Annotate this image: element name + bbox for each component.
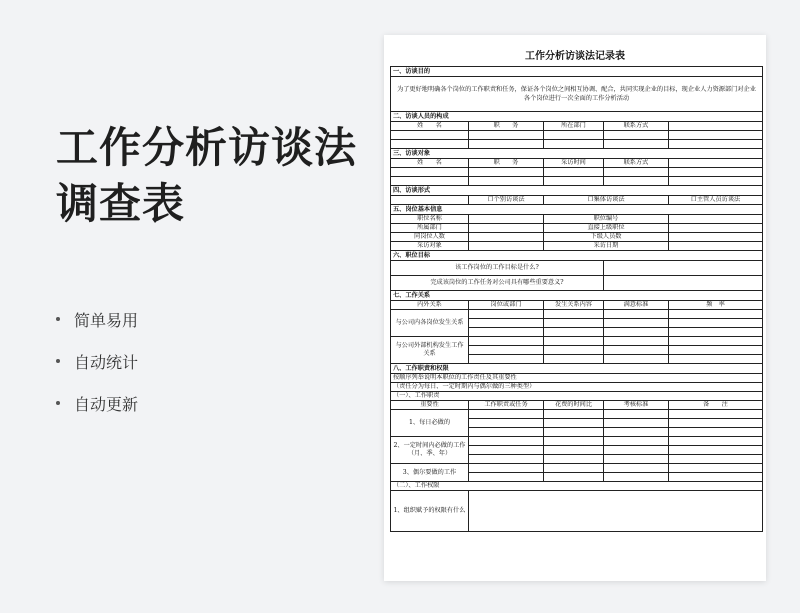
blank-cell[interactable]	[669, 446, 763, 455]
column-header: 采访时间	[544, 159, 604, 168]
bullet-icon	[56, 359, 60, 363]
blank-cell[interactable]	[604, 437, 669, 446]
blank-cell[interactable]	[669, 464, 763, 473]
feature-item	[56, 308, 138, 330]
blank-cell[interactable]	[469, 319, 544, 328]
record-form	[390, 66, 763, 532]
blank-cell[interactable]	[604, 337, 669, 346]
blank-cell[interactable]	[391, 140, 469, 149]
relation-external: 与公司外部机构发生工作关系	[391, 337, 469, 364]
feature-label: 简单易用	[74, 310, 139, 330]
blank-cell[interactable]	[669, 168, 763, 177]
column-header: 备 注	[669, 401, 763, 410]
field-value[interactable]	[469, 224, 544, 233]
section-heading: 一、访谈目的	[391, 67, 763, 77]
bullet-icon	[56, 317, 60, 321]
field-label: 直接上级职位	[544, 224, 669, 233]
option-individual[interactable]: 口个别访谈法	[469, 196, 544, 205]
blank-cell[interactable]	[469, 346, 544, 355]
blank-cell[interactable]	[669, 346, 763, 355]
column-header: 姓 名	[391, 122, 469, 131]
blank-cell[interactable]	[544, 177, 604, 186]
blank-cell[interactable]	[469, 168, 544, 177]
blank-cell[interactable]	[544, 473, 604, 482]
section-heading: 七、工作关系	[391, 291, 763, 301]
blank-cell[interactable]	[669, 310, 763, 319]
column-header: 姓 名	[391, 159, 469, 168]
section-heading: 六、职位目标	[391, 251, 763, 261]
column-header: 工作职责或任务	[469, 401, 544, 410]
answer-cell[interactable]	[604, 276, 763, 291]
column-header: 所在部门	[544, 122, 604, 131]
blank-cell[interactable]	[544, 328, 604, 337]
blank-cell[interactable]	[669, 473, 763, 482]
field-label: 下级人员数	[544, 233, 669, 242]
blank-cell[interactable]	[604, 410, 669, 419]
blank-cell[interactable]	[469, 410, 544, 419]
instruction-note: 按顺序列举说明本职位的工作责任及其重要性	[391, 374, 763, 383]
blank-cell[interactable]	[544, 346, 604, 355]
blank-cell[interactable]	[469, 428, 544, 437]
blank-cell[interactable]	[544, 319, 604, 328]
field-value[interactable]	[669, 224, 763, 233]
blank-cell[interactable]	[604, 177, 669, 186]
blank-cell[interactable]	[604, 455, 669, 464]
blank-cell[interactable]	[669, 428, 763, 437]
blank-cell[interactable]	[604, 319, 669, 328]
column-header: 重要性	[391, 401, 469, 410]
blank-cell[interactable]	[469, 464, 544, 473]
column-header: 花费的时间比	[544, 401, 604, 410]
blank-cell[interactable]	[544, 446, 604, 455]
blank-cell[interactable]	[669, 337, 763, 346]
blank-cell[interactable]	[604, 464, 669, 473]
column-header: 内外关系	[391, 301, 469, 310]
blank-cell[interactable]	[669, 159, 763, 168]
blank-cell[interactable]	[469, 455, 544, 464]
duty-occasional: 3、偶尔要做的工作	[391, 464, 469, 482]
blank-cell[interactable]	[604, 419, 669, 428]
bullet-icon	[56, 401, 60, 405]
blank-cell[interactable]	[604, 428, 669, 437]
blank-cell[interactable]	[604, 355, 669, 364]
field-value[interactable]	[469, 215, 544, 224]
blank-cell[interactable]	[544, 131, 604, 140]
section-heading: 五、岗位基本信息	[391, 205, 763, 215]
relation-internal: 与公司内各岗位发生关系	[391, 310, 469, 337]
blank-cell[interactable]	[391, 168, 469, 177]
blank-cell[interactable]	[604, 473, 669, 482]
blank-cell[interactable]	[469, 437, 544, 446]
blank-cell[interactable]	[544, 428, 604, 437]
feature-item	[56, 392, 138, 414]
blank-cell[interactable]	[604, 328, 669, 337]
duty-daily: 1、每日必做的	[391, 410, 469, 437]
option-group[interactable]: 口集体访谈法	[544, 196, 669, 205]
answer-cell[interactable]	[604, 261, 763, 276]
blank-cell[interactable]	[544, 419, 604, 428]
instruction-note: （责任分为每日、一定时期内与偶尔做的三种类型）	[391, 383, 763, 392]
blank-cell[interactable]	[544, 437, 604, 446]
blank-cell[interactable]	[604, 131, 669, 140]
blank-cell[interactable]	[604, 140, 669, 149]
blank-cell[interactable]	[391, 131, 469, 140]
blank-cell[interactable]	[669, 140, 763, 149]
column-header: 职 务	[469, 159, 544, 168]
section-heading: 三、访谈对象	[391, 149, 763, 159]
blank-cell[interactable]	[669, 122, 763, 131]
blank-cell[interactable]	[669, 177, 763, 186]
blank-cell[interactable]	[669, 419, 763, 428]
duty-period: 2、一定时间内必做的工作（月、季、年）	[391, 437, 469, 464]
form-title: 工作分析访谈法记录表	[525, 51, 625, 62]
blank-cell[interactable]	[469, 337, 544, 346]
feature-label: 自动统计	[74, 352, 139, 372]
blank-cell[interactable]	[469, 446, 544, 455]
column-header: 岗位或部门	[469, 301, 544, 310]
section-heading: 八、工作职责和权限	[391, 364, 763, 374]
feature-item	[56, 350, 138, 372]
blank-cell[interactable]	[604, 346, 669, 355]
blank-cell[interactable]	[669, 131, 763, 140]
blank-cell[interactable]	[544, 140, 604, 149]
promo-title: 工作分析访谈法调查表	[56, 123, 358, 228]
blank-cell[interactable]	[669, 437, 763, 446]
blank-cell[interactable]	[544, 168, 604, 177]
blank-cell	[391, 196, 469, 205]
field-label: 所属部门	[391, 224, 469, 233]
blank-cell[interactable]	[469, 328, 544, 337]
blank-cell[interactable]	[469, 177, 544, 186]
column-header: 联系方式	[604, 159, 669, 168]
feature-label: 自动更新	[74, 394, 139, 414]
blank-cell[interactable]	[604, 168, 669, 177]
section-heading: 二、访谈人员的构成	[391, 112, 763, 122]
form-sheet	[384, 35, 766, 581]
column-header: 考核标准	[604, 401, 669, 410]
section-heading: 四、访谈形式	[391, 186, 763, 196]
column-header: 发生关系内容	[544, 301, 604, 310]
purpose-text: 为了更好地明确各个岗位的工作职责和任务，保证各个岗位之间相互协调、配合，共同实现企业的目标，现企业人力资源部门对企业各个岗位进行一次全面的工作分析活动	[391, 77, 763, 112]
blank-cell[interactable]	[604, 446, 669, 455]
field-value[interactable]	[669, 215, 763, 224]
field-value[interactable]	[669, 233, 763, 242]
blank-cell[interactable]	[604, 310, 669, 319]
field-value[interactable]	[469, 233, 544, 242]
answer-cell[interactable]	[469, 491, 763, 532]
subsection-heading: （二）、工作权限	[391, 482, 763, 491]
blank-cell[interactable]	[544, 464, 604, 473]
column-header: 频 率	[669, 301, 763, 310]
question-significance: 完成该岗位的工作任务对公司具有哪些重要意义?	[391, 276, 604, 291]
field-label: 采访对象	[391, 242, 469, 251]
blank-cell[interactable]	[544, 337, 604, 346]
blank-cell[interactable]	[544, 355, 604, 364]
option-supervisor[interactable]: 口主管人员访谈法	[669, 196, 763, 205]
blank-cell[interactable]	[469, 473, 544, 482]
field-label: 采访日期	[544, 242, 669, 251]
blank-cell[interactable]	[669, 410, 763, 419]
blank-cell[interactable]	[669, 319, 763, 328]
field-value[interactable]	[669, 242, 763, 251]
blank-cell[interactable]	[544, 410, 604, 419]
feature-list	[56, 308, 138, 434]
field-value[interactable]	[469, 242, 544, 251]
field-label: 职位名称	[391, 215, 469, 224]
blank-cell[interactable]	[669, 455, 763, 464]
blank-cell[interactable]	[669, 355, 763, 364]
question-goal: 该工作岗位的工作目标是什么?	[391, 261, 604, 276]
authority-label: 1、组织赋予的权限有什么	[391, 491, 469, 532]
column-header: 满意标准	[604, 301, 669, 310]
blank-cell[interactable]	[544, 310, 604, 319]
blank-cell[interactable]	[469, 310, 544, 319]
blank-cell[interactable]	[469, 131, 544, 140]
blank-cell[interactable]	[469, 355, 544, 364]
blank-cell[interactable]	[391, 177, 469, 186]
column-header: 职 务	[469, 122, 544, 131]
blank-cell[interactable]	[669, 328, 763, 337]
blank-cell[interactable]	[544, 455, 604, 464]
subsection-heading: （一）、工作职责	[391, 392, 763, 401]
blank-cell[interactable]	[469, 140, 544, 149]
field-label: 同岗位人数	[391, 233, 469, 242]
blank-cell[interactable]	[469, 419, 544, 428]
column-header: 联系方式	[604, 122, 669, 131]
field-label: 职位编号	[544, 215, 669, 224]
